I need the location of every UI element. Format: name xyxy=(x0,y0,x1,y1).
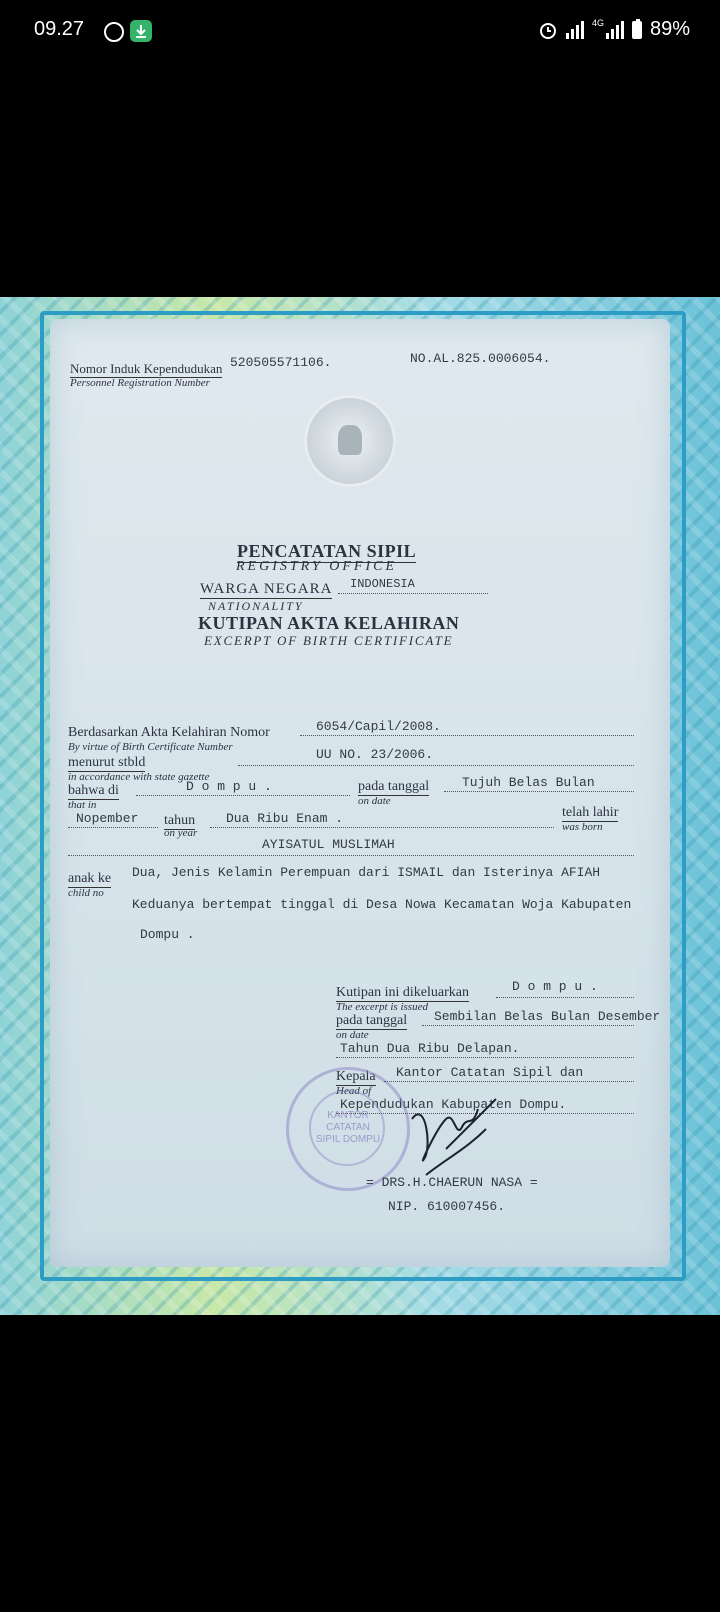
stamp-text: KANTOR CATATAN SIPIL DOMPU xyxy=(315,1110,381,1145)
nik-label-en: Personnel Registration Number xyxy=(70,377,210,389)
date-label: pada tanggal xyxy=(358,779,430,794)
garuda-emblem xyxy=(304,395,396,487)
dotted-line xyxy=(68,827,158,828)
year-value: Dua Ribu Enam . xyxy=(226,811,344,826)
nik-label: Nomor Induk Kependudukan xyxy=(70,361,223,376)
signal-icon xyxy=(566,21,584,39)
dotted-line xyxy=(496,997,634,998)
office-title-en: REGISTRY OFFICE xyxy=(236,559,398,574)
head-label-en: Head of xyxy=(336,1085,372,1097)
nik-value: 520505571106. xyxy=(230,355,332,370)
dotted-line xyxy=(338,593,488,594)
birth-number-label: Berdasarkan Akta Kelahiran Nomor xyxy=(68,725,270,740)
nationality-label: WARGA NEGARA xyxy=(200,581,333,597)
place-label: bahwa di xyxy=(68,783,119,798)
year-label-en: on year xyxy=(164,827,198,839)
place-label-en: that in xyxy=(68,799,97,811)
dotted-line xyxy=(444,791,634,792)
issued-value: D o m p u . xyxy=(512,979,598,994)
year-label: tahun xyxy=(164,813,196,828)
issued-date-label-en: on date xyxy=(336,1029,369,1041)
nationality-value: INDONESIA xyxy=(350,577,415,591)
signature xyxy=(406,1089,506,1189)
birth-number-value: 6054/Capil/2008. xyxy=(316,719,441,734)
official-nip: NIP. 610007456. xyxy=(388,1199,506,1214)
status-bar xyxy=(0,0,720,64)
download-icon xyxy=(130,20,152,42)
whatsapp-icon xyxy=(104,22,124,42)
official-stamp xyxy=(286,1067,410,1191)
month-value: Nopember xyxy=(76,811,139,826)
certificate-title-en: EXCERPT OF BIRTH CERTIFICATE xyxy=(204,633,454,648)
dotted-line xyxy=(68,855,634,856)
stbld-label-en: in accordance with state gazette xyxy=(68,771,210,783)
dotted-line xyxy=(422,1025,634,1026)
born-label: telah lahir xyxy=(562,805,619,820)
dotted-line xyxy=(384,1081,634,1082)
issued-year-value: Tahun Dua Ribu Delapan. xyxy=(340,1041,520,1056)
dotted-line xyxy=(238,765,634,766)
head-value-2: Kependudukan Kabupaten Dompu. xyxy=(340,1097,567,1112)
document-number: NO.AL.825.0006054. xyxy=(410,351,551,366)
dotted-line xyxy=(300,735,634,736)
dotted-line xyxy=(210,827,554,828)
issued-date-value: Sembilan Belas Bulan Desember xyxy=(434,1009,661,1024)
date-label-en: on date xyxy=(358,795,391,807)
child-line-1: Dua, Jenis Kelamin Perempuan dari ISMAIL dan Isterinya AFIAH xyxy=(132,865,601,880)
dotted-line xyxy=(136,795,350,796)
office-title: PENCATATAN SIPIL xyxy=(237,541,417,561)
head-label: Kepala xyxy=(336,1069,376,1084)
child-name: AYISATUL MUSLIMAH xyxy=(262,837,395,852)
certificate-paper xyxy=(50,319,670,1267)
child-label: anak ke xyxy=(68,871,112,886)
date-value: Tujuh Belas Bulan xyxy=(462,775,595,790)
birth-certificate-photo xyxy=(0,297,720,1315)
stbld-label: menurut stbld xyxy=(68,755,146,770)
battery-icon xyxy=(632,21,642,39)
status-right xyxy=(538,18,690,41)
clock: 09.27 xyxy=(34,18,85,40)
child-line-2: Keduanya bertempat tinggal di Desa Nowa Kecamatan Woja Kabupaten xyxy=(132,897,632,912)
battery-percent: 89% xyxy=(649,18,690,40)
child-line-3: Dompu . xyxy=(140,927,195,942)
issued-label: Kutipan ini dikeluarkan xyxy=(336,985,469,1000)
nationality-label-en: NATIONALITY xyxy=(208,599,304,613)
certificate-title: KUTIPAN AKTA KELAHIRAN xyxy=(198,613,460,633)
head-value-1: Kantor Catatan Sipil dan xyxy=(396,1065,584,1080)
issued-date-label: pada tanggal xyxy=(336,1013,408,1028)
network-type: 4G xyxy=(591,17,604,28)
place-value: D o m p u . xyxy=(186,779,272,794)
born-label-en: was born xyxy=(562,821,603,833)
alarm-icon xyxy=(538,20,558,40)
stbld-value: UU NO. 23/2006. xyxy=(316,747,434,762)
official-name: = DRS.H.CHAERUN NASA = xyxy=(366,1175,538,1190)
dotted-line xyxy=(336,1057,634,1058)
child-label-en: child no xyxy=(68,887,104,899)
birth-number-label-en: By virtue of Birth Certificate Number xyxy=(68,741,233,753)
issued-label-en: The excerpt is issued xyxy=(336,1001,428,1013)
signal-4g-icon xyxy=(606,21,624,39)
